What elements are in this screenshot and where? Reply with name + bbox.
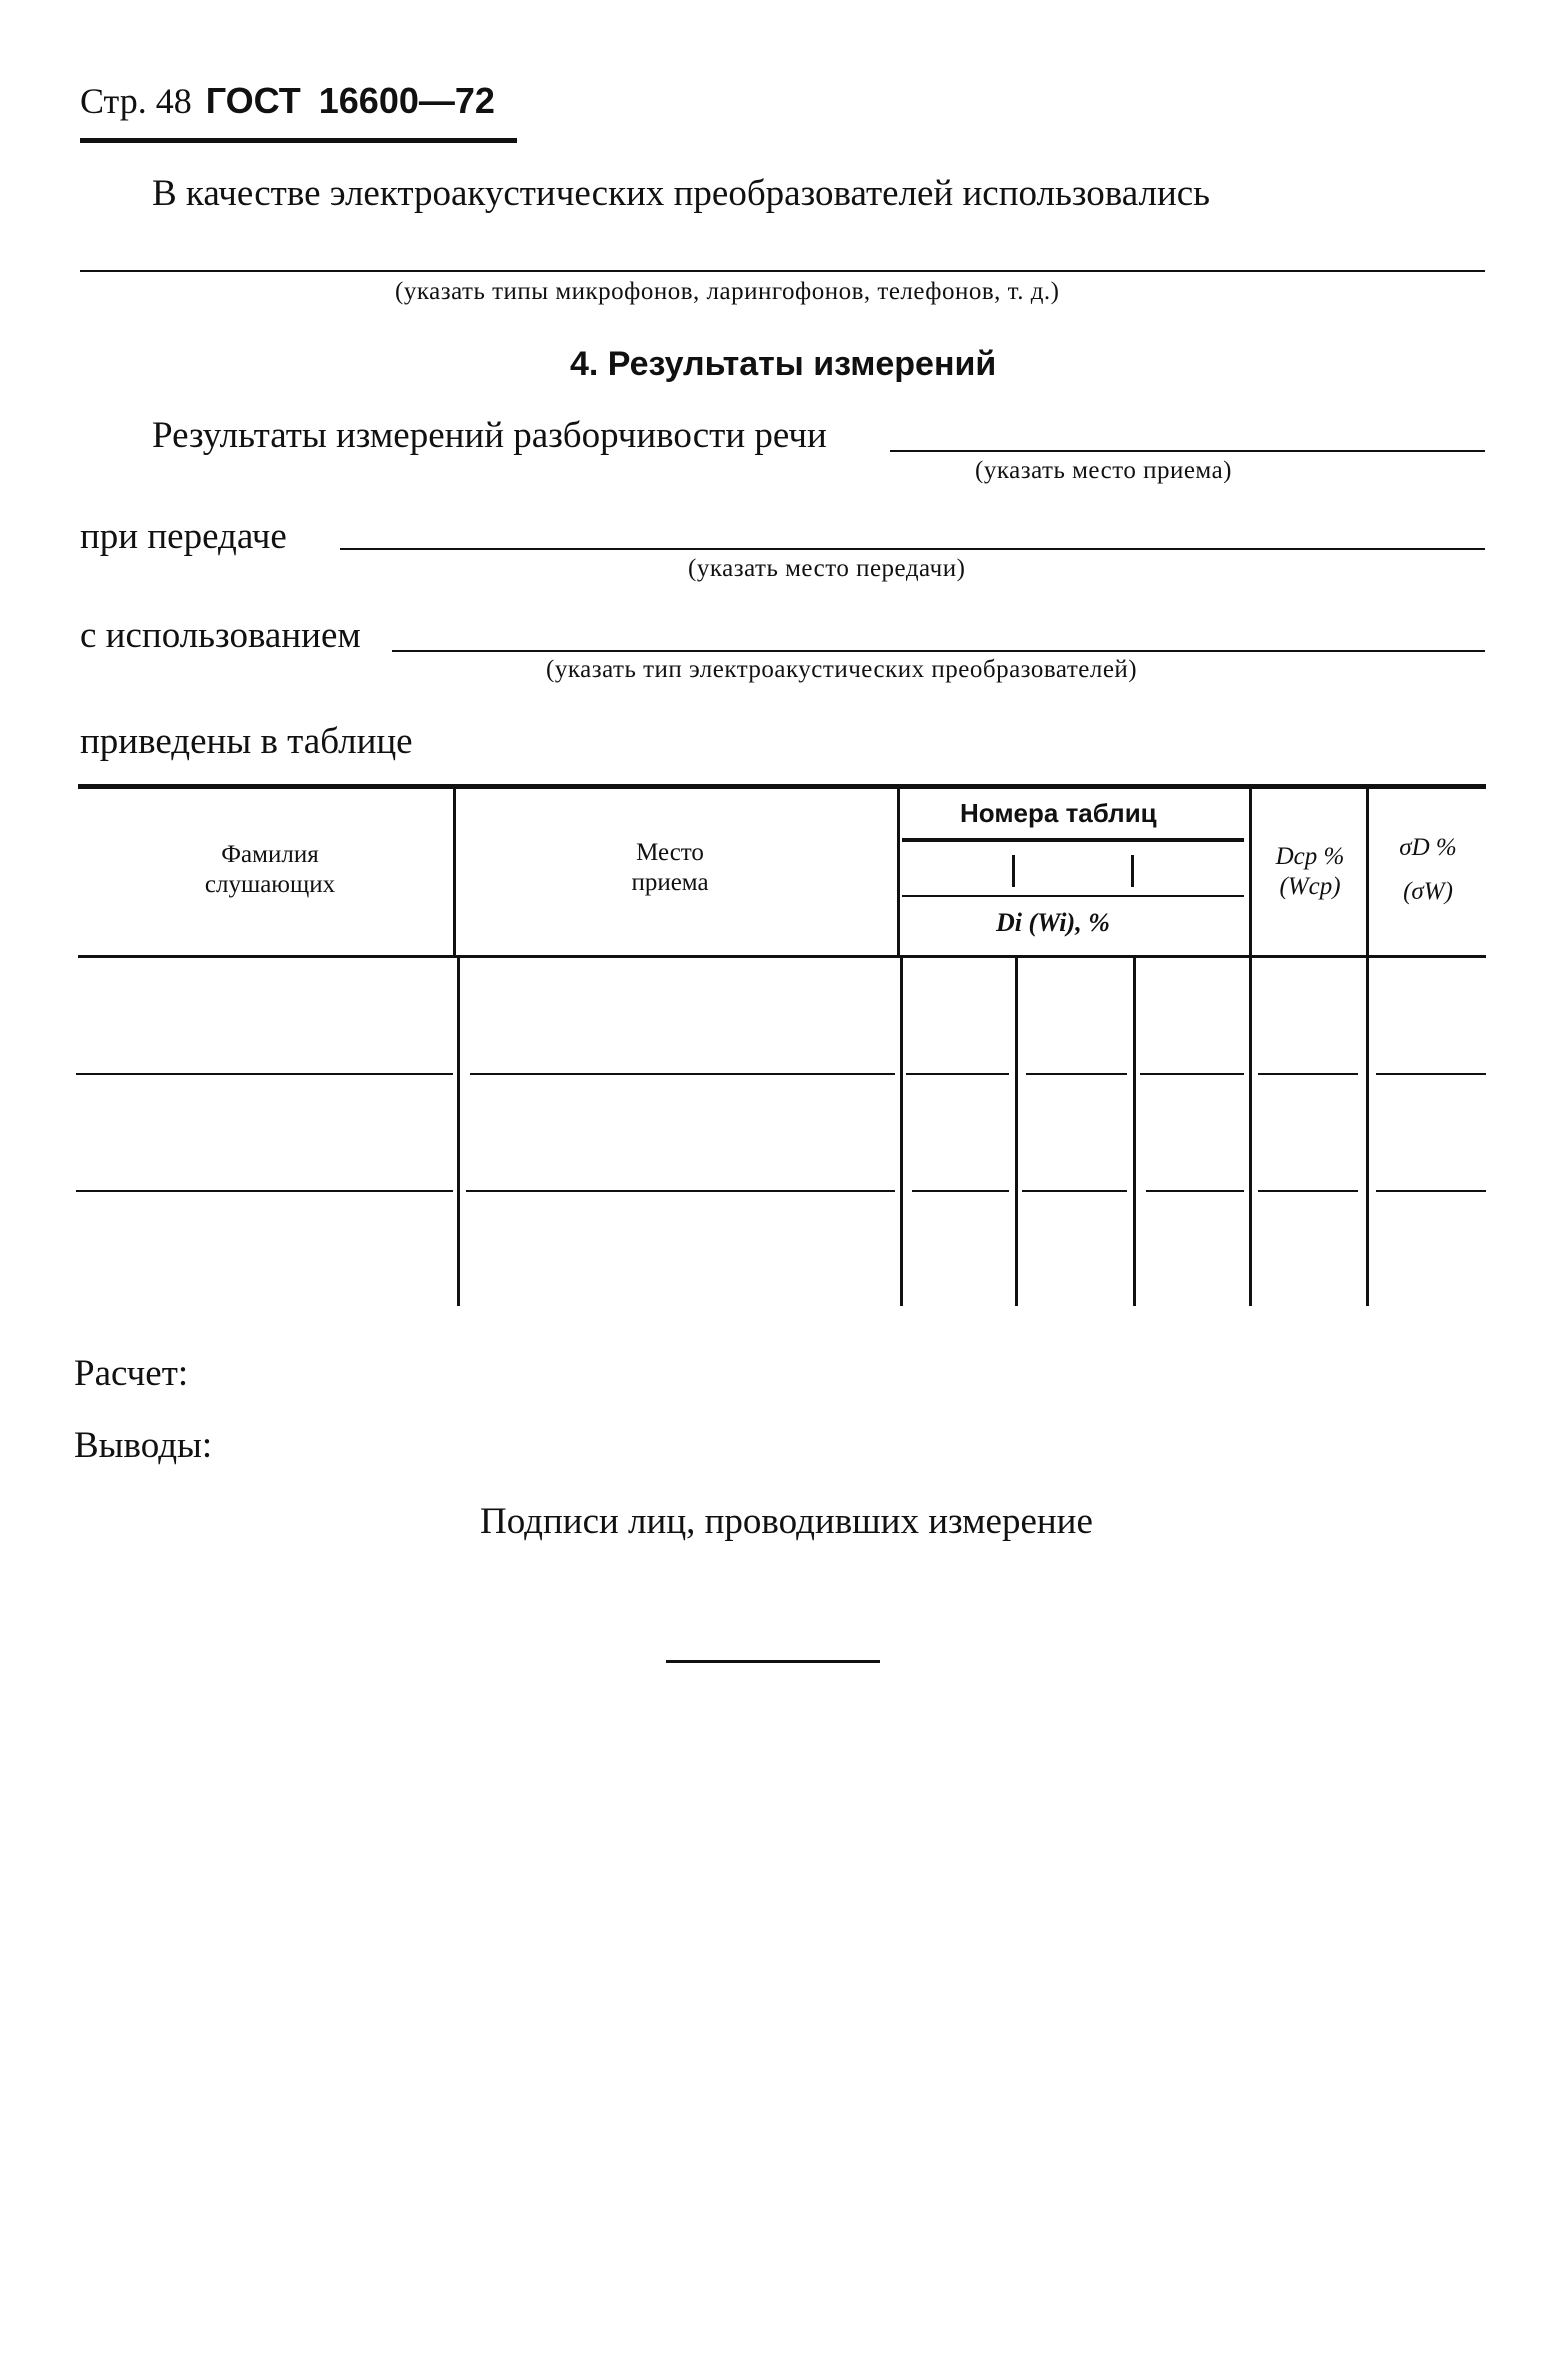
transducers-blank-line xyxy=(80,270,1485,272)
calc-label: Расчет: xyxy=(74,1353,189,1394)
transmit-blank-line xyxy=(340,548,1485,550)
using-blank-line xyxy=(392,650,1485,652)
col-divider xyxy=(1249,789,1252,955)
body-col-divider xyxy=(900,958,903,1306)
transducers-hint: (указать типы микрофонов, ларингофонов, телефонов, т. д.) xyxy=(395,278,1060,305)
tables-subheader-rule-2 xyxy=(902,895,1244,897)
tables-subheader-rule xyxy=(902,838,1244,842)
col-header-sigma xyxy=(1370,826,1486,914)
col-header-di: Di (Wi), % xyxy=(996,908,1110,937)
col-header-sigma-line2: (σW) xyxy=(1403,878,1453,905)
table-intro: приведены в таблице xyxy=(80,721,413,762)
transducers-text: В качестве электроакустических преобразователей использовались xyxy=(152,173,1211,214)
results-hint: (указать место приема) xyxy=(975,457,1232,484)
col-header-place xyxy=(570,838,770,898)
col-header-dcp-line2: (Wср) xyxy=(1279,873,1341,900)
col-header-tables: Номера таблиц xyxy=(960,798,1157,828)
body-col-divider xyxy=(1249,958,1252,1306)
col-header-listeners xyxy=(140,840,400,900)
col-header-listeners-line1: Фамилия xyxy=(221,841,319,868)
standard-label: ГОСТ xyxy=(205,80,301,121)
subcol-divider xyxy=(1012,855,1015,887)
header-rule xyxy=(80,138,517,143)
col-header-place-line2: приема xyxy=(631,869,709,896)
subcol-divider xyxy=(1131,855,1134,887)
col-divider xyxy=(1366,789,1369,955)
body-col-divider xyxy=(1015,958,1018,1306)
col-divider xyxy=(453,789,456,955)
col-header-dcp xyxy=(1256,842,1364,902)
col-header-sigma-line1: σD % xyxy=(1399,834,1457,861)
end-rule xyxy=(666,1660,880,1663)
using-hint: (указать тип электроакустических преобразователей) xyxy=(546,656,1138,683)
col-header-listeners-line2: слушающих xyxy=(204,871,336,898)
conclusions-label: Выводы: xyxy=(74,1425,213,1466)
section-title: 4. Результаты измерений xyxy=(570,345,997,383)
using-text: с использованием xyxy=(80,615,361,656)
transmit-hint: (указать место передачи) xyxy=(688,555,966,582)
page-number: Стр. 48 xyxy=(80,81,192,121)
page-header xyxy=(80,80,495,122)
body-col-divider xyxy=(1133,958,1136,1306)
table-top-rule xyxy=(78,784,1486,789)
col-header-place-line1: Место xyxy=(636,839,704,866)
results-text: Результаты измерений разборчивости речи xyxy=(152,415,827,456)
results-blank-line xyxy=(890,450,1485,452)
standard-number: 16600—72 xyxy=(318,80,495,121)
signatures-text: Подписи лиц, проводивших измерение xyxy=(480,1501,1093,1542)
transmit-text: при передаче xyxy=(80,516,287,557)
table-header-rule xyxy=(78,955,1486,958)
body-col-divider xyxy=(457,958,460,1306)
col-header-dcp-line1: Dср % xyxy=(1275,843,1345,870)
col-divider xyxy=(897,789,900,955)
body-col-divider xyxy=(1366,958,1369,1306)
